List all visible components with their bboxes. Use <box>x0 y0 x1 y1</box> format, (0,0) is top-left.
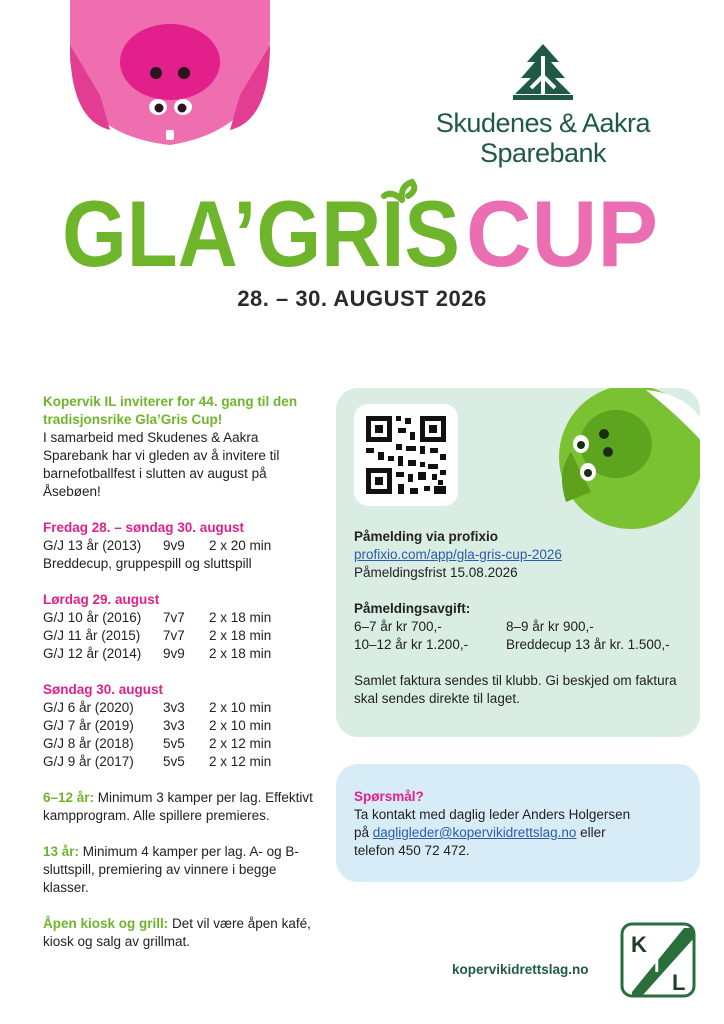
info-label: 6–12 år: <box>43 790 95 805</box>
schedule-heading: Lørdag 29. august <box>43 592 160 607</box>
info-label: Åpen kiosk og grill: <box>43 916 169 931</box>
match-duration: 2 x 18 min <box>209 628 272 643</box>
schedule-row <box>43 717 318 735</box>
title-gla-gris: GLA’GRIS <box>62 181 460 278</box>
age-group: G/J 9 år (2017) <box>43 754 134 769</box>
info-text: Minimum 3 kamper per lag. Effektivt kampprogram. Alle spillere premieres. <box>43 790 313 823</box>
fee-item: 10–12 år kr 1.200,- <box>354 637 469 652</box>
email-prefix: på <box>354 825 373 840</box>
email-line <box>354 824 684 842</box>
schedule-friday <box>43 519 318 573</box>
game-format: 5v5 <box>163 754 185 769</box>
registration-deadline: Påmeldingsfrist 15.08.2026 <box>354 565 518 580</box>
age-group: G/J 11 år (2015) <box>43 628 141 643</box>
event-date: 28. – 30. AUGUST 2026 <box>237 286 487 311</box>
schedule-row <box>43 699 318 717</box>
match-duration: 2 x 10 min <box>209 718 272 733</box>
schedule-heading: Søndag 30. august <box>43 682 164 697</box>
green-pig-illustration <box>546 388 700 532</box>
fee-list <box>354 618 694 654</box>
intro-text: I samarbeid med Skudenes & Aakra Sparebank har vi gleden av å invitere til barnefotballfest i slutten av august på Åsebøen! <box>43 430 280 499</box>
match-duration: 2 x 10 min <box>209 700 272 715</box>
game-format: 7v7 <box>163 628 185 643</box>
email-link[interactable]: dagligleder@kopervikidrettslag.no <box>372 825 577 840</box>
questions-heading: Spørsmål? <box>354 789 424 804</box>
schedule-note: Breddecup, gruppespill og sluttspill <box>43 556 252 571</box>
email-suffix: eller <box>576 825 606 840</box>
match-duration: 2 x 12 min <box>209 736 272 751</box>
bank-name-line2: Sparebank <box>479 138 607 168</box>
fee-item: 8–9 år kr 900,- <box>506 619 594 634</box>
game-format: 5v5 <box>163 736 185 751</box>
age-group: G/J 12 år (2014) <box>43 646 142 661</box>
info-6-12 <box>43 789 318 825</box>
info-13 <box>43 843 318 897</box>
age-group: G/J 13 år (2013) <box>43 538 142 553</box>
age-group: G/J 7 år (2019) <box>43 718 134 733</box>
questions-text <box>354 788 684 860</box>
invoice-note: Samlet faktura sendes til klubb. Gi beskjed om faktura skal sendes direkte til laget. <box>354 673 677 706</box>
kopervik-il-logo <box>620 922 696 998</box>
fee-heading: Påmeldingsavgift: <box>354 601 471 616</box>
contact-line: Ta kontakt med daglig leder Anders Holgersen <box>354 807 631 822</box>
age-group: G/J 6 år (2020) <box>43 700 134 715</box>
tree-icon <box>503 40 583 102</box>
game-format: 3v3 <box>163 718 185 733</box>
phone-line: telefon 450 72 472. <box>354 843 470 858</box>
age-group: G/J 8 år (2018) <box>43 736 134 751</box>
game-format: 7v7 <box>163 610 185 625</box>
schedule-row <box>43 735 318 753</box>
schedule-row <box>43 537 318 555</box>
schedule-heading: Fredag 28. – søndag 30. august <box>43 520 245 535</box>
logo-letter-i: I <box>654 955 660 977</box>
bank-logo <box>418 40 668 168</box>
qr-code-icon <box>354 404 458 506</box>
schedule-row <box>43 627 318 645</box>
registration-text <box>354 528 694 708</box>
bank-name-line1: Skudenes & Aakra <box>435 108 651 138</box>
intro-headline: Kopervik IL inviterer for 44. gang til den tradisjonsrike Gla’Gris Cup! <box>43 394 298 427</box>
schedule-saturday <box>43 591 318 663</box>
left-column <box>43 393 318 951</box>
schedule-sunday <box>43 681 318 771</box>
game-format: 9v9 <box>163 646 185 661</box>
age-group: G/J 10 år (2016) <box>43 610 142 625</box>
info-kiosk <box>43 915 318 951</box>
match-duration: 2 x 18 min <box>209 646 272 661</box>
info-label: 13 år: <box>43 844 80 859</box>
match-duration: 2 x 18 min <box>209 610 272 625</box>
pink-pig-illustration <box>70 0 270 150</box>
fee-item: 6–7 år kr 700,- <box>354 619 442 634</box>
fee-item: Breddecup 13 år kr. 1.500,- <box>506 637 670 652</box>
schedule-row <box>43 609 318 627</box>
questions-card <box>336 764 700 882</box>
qr-code-container[interactable] <box>354 404 458 506</box>
info-text: Minimum 4 kamper per lag. A- og B-sluttspill, premiering av vinnere i begge klasser. <box>43 844 299 895</box>
info-text: Det vil være åpen kafé, kiosk og salg av grillmat. <box>43 916 311 949</box>
schedule-row <box>43 753 318 771</box>
club-website[interactable]: kopervikidrettslag.no <box>452 962 589 977</box>
game-format: 9v9 <box>163 538 185 553</box>
schedule-row <box>43 645 318 663</box>
title-cup: CUP <box>466 181 658 278</box>
logo-letter-l: L <box>672 970 686 995</box>
registration-card <box>336 388 700 737</box>
cup-title <box>62 178 672 278</box>
game-format: 3v3 <box>163 700 185 715</box>
match-duration: 2 x 12 min <box>209 754 272 769</box>
registration-link[interactable]: profixio.com/app/gla-gris-cup-2026 <box>354 547 562 562</box>
logo-letter-k: K <box>631 932 647 957</box>
match-duration: 2 x 20 min <box>209 538 272 553</box>
registration-heading: Påmelding via profixio <box>354 529 499 544</box>
